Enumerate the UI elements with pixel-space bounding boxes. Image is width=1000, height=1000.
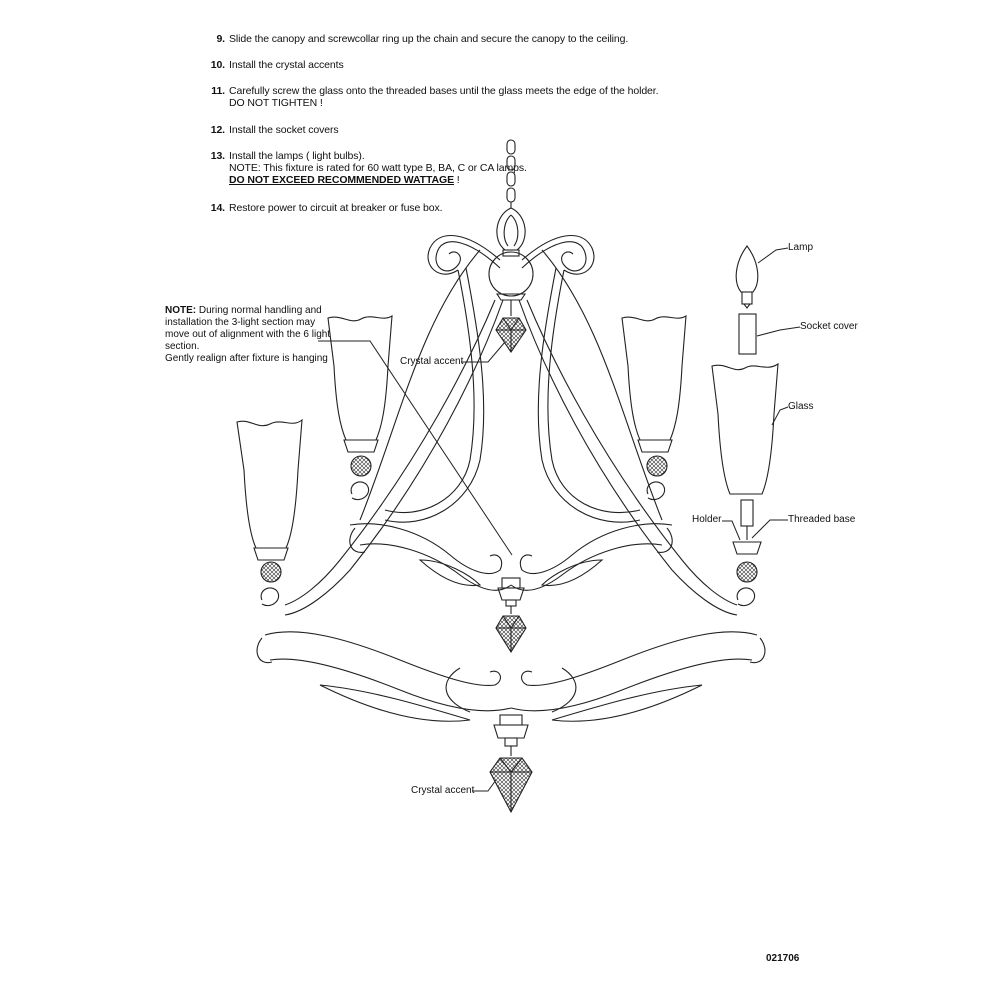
label-socket-cover: Socket cover xyxy=(800,321,858,332)
step-subtext: DO NOT TIGHTEN ! xyxy=(229,97,323,109)
wattage-warning: DO NOT EXCEED RECOMMENDED WATTAGE xyxy=(229,174,454,186)
leader-lines xyxy=(318,248,800,791)
upper-arms xyxy=(360,236,662,523)
label-threaded-base: Threaded base xyxy=(788,514,856,525)
note-line-4: section. xyxy=(165,341,200,352)
crystal-accent-lower-icon xyxy=(490,746,532,812)
glass-shade-right-inner xyxy=(622,316,686,500)
note-line-5: Gently realign after fixture is hanging xyxy=(165,353,328,364)
step-number: 12. xyxy=(210,124,225,136)
step-text: Slide the canopy and screwcollar ring up the chain and secure the canopy to the ceiling. xyxy=(229,33,629,45)
step-text: Install the lamps ( light bulbs). xyxy=(229,150,365,162)
step-number: 14. xyxy=(210,202,225,214)
label-holder: Holder xyxy=(692,514,722,525)
glass-shade-left-inner xyxy=(328,316,392,500)
step-text: Restore power to circuit at breaker or fuse box. xyxy=(229,202,443,214)
label-crystal-accent-lower: Crystal accent xyxy=(411,785,475,796)
upper-scroll-band xyxy=(350,524,672,606)
note-label: NOTE: xyxy=(165,305,197,316)
step-text: Install the crystal accents xyxy=(229,59,344,71)
step-number: 9. xyxy=(216,33,225,45)
step-number: 10. xyxy=(210,59,225,71)
lamp-icon xyxy=(736,246,758,308)
wattage-warning-suffix: ! xyxy=(453,174,460,186)
socket-cover-icon xyxy=(739,314,756,354)
note-line-3: move out of alignment with the 6 light xyxy=(165,329,331,340)
document-code: 021706 xyxy=(766,953,800,964)
step-text: Carefully screw the glass onto the threaded bases until the glass meets the edge of the holder. xyxy=(229,85,659,97)
crystal-accent-middle-icon xyxy=(496,606,526,652)
chain xyxy=(507,140,515,208)
label-lamp: Lamp xyxy=(788,242,814,253)
label-glass: Glass xyxy=(788,401,814,412)
step-subtext: NOTE: This fixture is rated for 60 watt type B, BA, C or CA lamps. xyxy=(229,162,527,174)
center-column xyxy=(489,208,533,300)
label-crystal-accent-upper: Crystal accent xyxy=(400,356,464,367)
note-line-2: installation the 3-light section may xyxy=(165,317,316,328)
step-number: 13. xyxy=(210,150,225,162)
step-text: Install the socket covers xyxy=(229,124,339,136)
glass-shade-left-outer xyxy=(237,420,302,606)
step-number: 11. xyxy=(211,85,225,97)
note-line-1: During normal handling and xyxy=(196,305,322,316)
glass-shade-right-outer xyxy=(712,364,778,606)
